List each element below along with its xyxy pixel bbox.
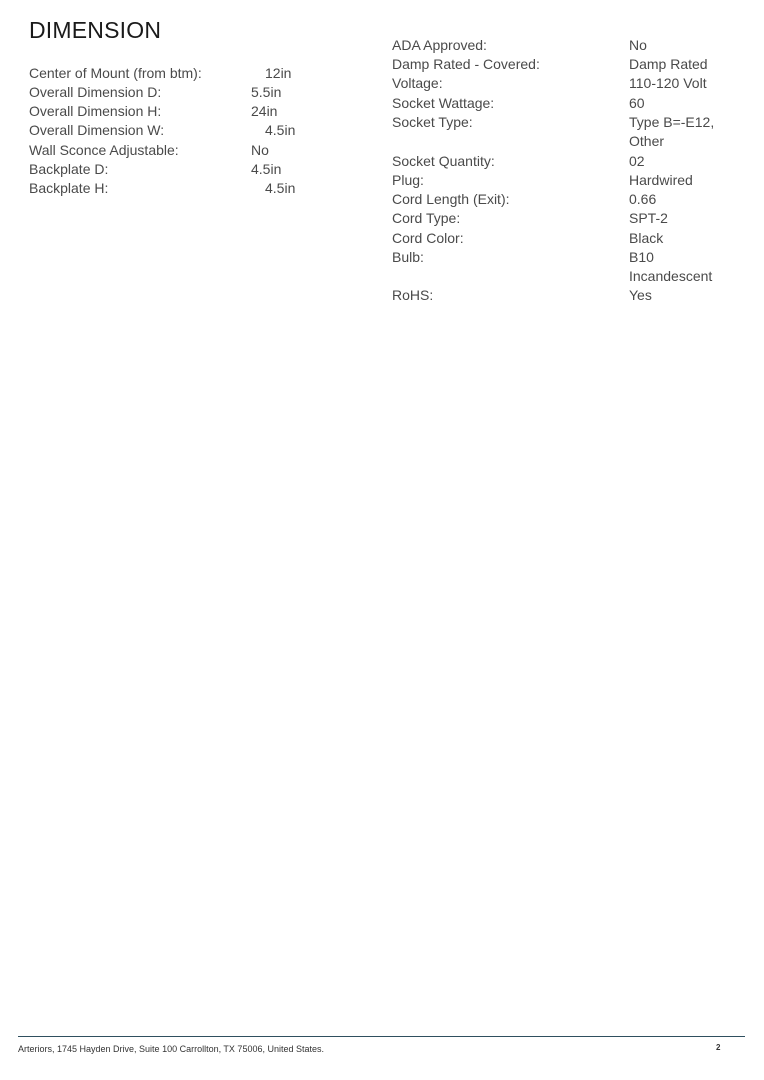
spec-value: 24in xyxy=(251,103,278,119)
spec-label: RoHS: xyxy=(392,287,434,303)
spec-label: Cord Type: xyxy=(392,210,461,226)
spec-value: 110-120 Volt xyxy=(629,75,707,91)
spec-label: Damp Rated - Covered: xyxy=(392,56,540,72)
spec-value: Hardwired xyxy=(629,172,693,188)
spec-value: Type B=-E12, xyxy=(629,114,715,130)
spec-label: Backplate H: xyxy=(29,180,109,196)
spec-value: Yes xyxy=(629,287,652,303)
spec-value: 12in xyxy=(265,65,292,81)
spec-label: ADA Approved: xyxy=(392,37,487,53)
spec-value: B10 xyxy=(629,249,654,265)
spec-label: Wall Sconce Adjustable: xyxy=(29,142,179,158)
spec-value: 0.66 xyxy=(629,191,657,207)
spec-value: 4.5in xyxy=(265,180,296,196)
spec-label: Overall Dimension H: xyxy=(29,103,162,119)
spec-value: 4.5in xyxy=(251,161,282,177)
spec-value-continued: Incandescent xyxy=(629,268,713,284)
spec-value: No xyxy=(251,142,269,158)
spec-label: Voltage: xyxy=(392,75,443,91)
footer-divider xyxy=(18,1036,745,1037)
spec-label: Socket Type: xyxy=(392,114,473,130)
spec-label: Cord Length (Exit): xyxy=(392,191,510,207)
spec-value: 5.5in xyxy=(251,84,282,100)
spec-label: Socket Quantity: xyxy=(392,153,495,169)
spec-label: Backplate D: xyxy=(29,161,109,177)
spec-label: Bulb: xyxy=(392,249,424,265)
spec-value-continued: Other xyxy=(629,133,665,149)
spec-value: 60 xyxy=(629,95,645,111)
spec-label: Cord Color: xyxy=(392,230,464,246)
spec-value: No xyxy=(629,37,647,53)
spec-value: 4.5in xyxy=(265,122,296,138)
spec-label: Plug: xyxy=(392,172,424,188)
spec-value: 02 xyxy=(629,153,645,169)
spec-label: Overall Dimension D: xyxy=(29,84,162,100)
page-number: 2 xyxy=(716,1043,721,1052)
spec-label: Socket Wattage: xyxy=(392,95,495,111)
spec-value: Damp Rated xyxy=(629,56,708,72)
footer-address: Arteriors, 1745 Hayden Drive, Suite 100 Carrollton, TX 75006, United States. xyxy=(18,1044,324,1054)
spec-label: Center of Mount (from btm): xyxy=(29,65,202,81)
spec-value: Black xyxy=(629,230,664,246)
spec-label: Overall Dimension W: xyxy=(29,122,165,138)
section-title: DIMENSION xyxy=(29,17,162,43)
spec-value: SPT-2 xyxy=(629,210,668,226)
